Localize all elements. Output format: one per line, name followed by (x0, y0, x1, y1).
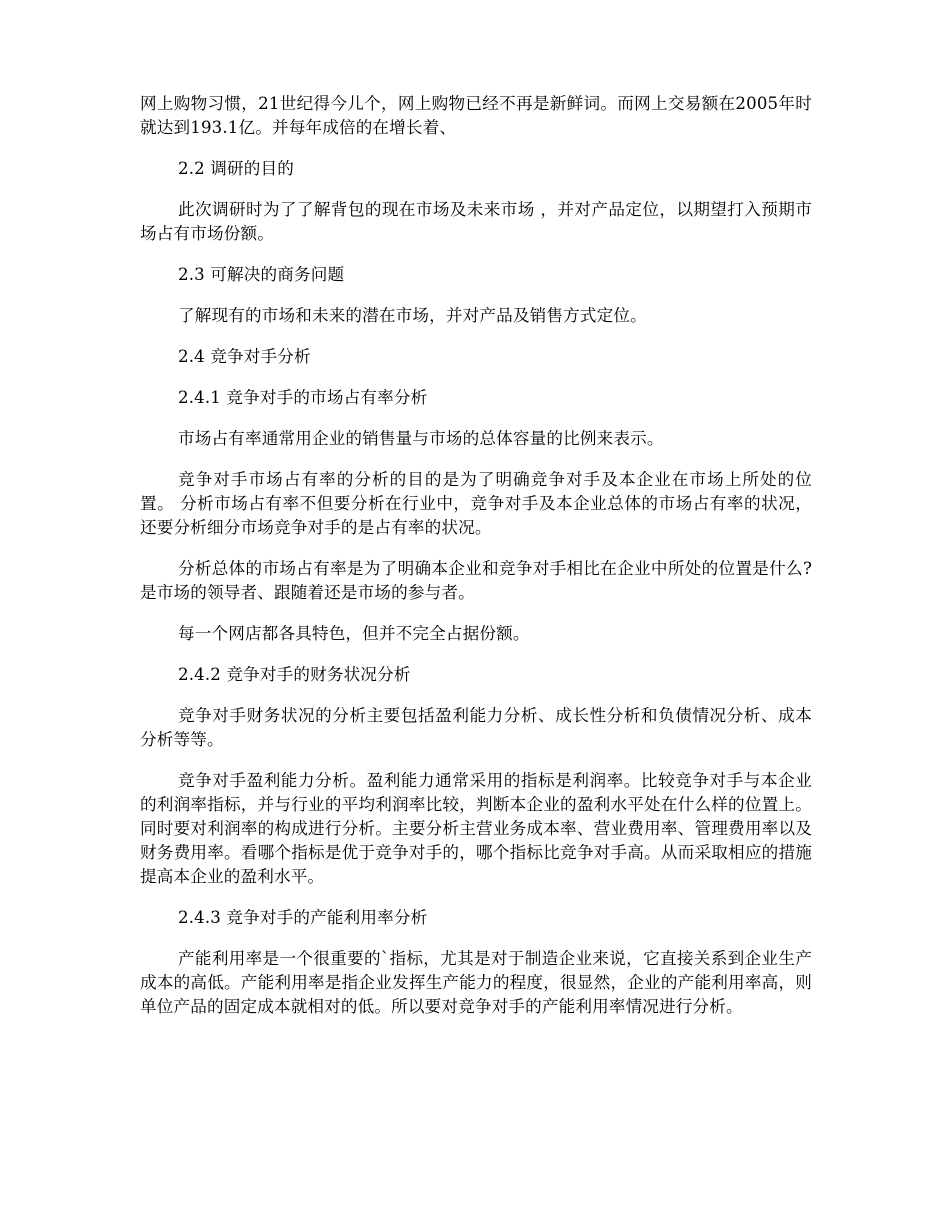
heading-2-4-3-capacity-utilization: 2.4.3 竞争对手的产能利用率分析 (178, 908, 428, 927)
paragraph-capacity-utilization: 产能利用率是一个很重要的`指标，尤其是对于制造企业来说，它直接关系到企业生产成本的高低。产能利用率是指企业发挥生产能力的程度，很显然，企业的产能利用率高，则单位产品的固定成本就相对的低。所以要对竞争对手的产能利用率情况进行分析。 (140, 949, 812, 1016)
paragraph-financial-analysis: 竞争对手财务状况的分析主要包括盈利能力分析、成长性分析和负债情况分析、成本分析等等。 (140, 706, 812, 749)
paragraph-online-shopping: 网上购物习惯，21世纪得今儿个，网上购物已经不再是新鲜词。而网上交易额在2005年时就达到193.1亿。并每年成倍的在增长着、 (140, 94, 812, 137)
heading-2-2-research-purpose: 2.2 调研的目的 (178, 159, 294, 178)
paragraph-profitability-analysis: 竞争对手盈利能力分析。盈利能力通常采用的指标是利润率。比较竞争对手与本企业的利润率指标，并与行业的平均利润率比较，判断本企业的盈利水平处在什么样的位置上。同时要对利润率的构成进行分析。主要分析主营业务成本率、营业费用率、管理费用率以及财务费用率。看哪个指标是优于竞争对手的，哪个指标比竞争对手高。从而采取相应的措施提高本企业的盈利水平。 (140, 771, 812, 886)
heading-2-4-1-market-share: 2.4.1 竞争对手的市场占有率分析 (178, 388, 428, 407)
paragraph-market-share-purpose: 竞争对手市场占有率的分析的目的是为了明确竞争对手及本企业在市场上所处的位置。 分析市场占有率不但要分析在行业中，竞争对手及本企业总体的市场占有率的状况，还要分析细分市场竞争对手的是占有率的状况。 (140, 470, 812, 537)
paragraph-business-problems: 了解现有的市场和未来的潜在市场，并对产品及销售方式定位。 (178, 306, 647, 325)
paragraph-research-purpose: 此次调研时为了了解背包的现在市场及未来市场 ，并对产品定位，以期望打入预期市场占有市场份额。 (140, 200, 812, 243)
paragraph-market-share-definition: 市场占有率通常用企业的销售量与市场的总体容量的比例来表示。 (178, 429, 664, 448)
paragraph-online-shops: 每一个网店都各具特色，但并不完全占据份额。 (178, 624, 530, 643)
heading-2-4-2-financial-status: 2.4.2 竞争对手的财务状况分析 (178, 665, 411, 684)
document-page (140, 92, 812, 1036)
heading-2-3-business-problems: 2.3 可解决的商务问题 (178, 265, 345, 284)
heading-2-4-competitor-analysis: 2.4 竞争对手分析 (178, 347, 311, 366)
paragraph-overall-market-share: 分析总体的市场占有率是为了明确本企业和竞争对手相比在企业中所处的位置是什么?是市场的领导者、跟随着还是市场的参与者。 (140, 559, 812, 602)
